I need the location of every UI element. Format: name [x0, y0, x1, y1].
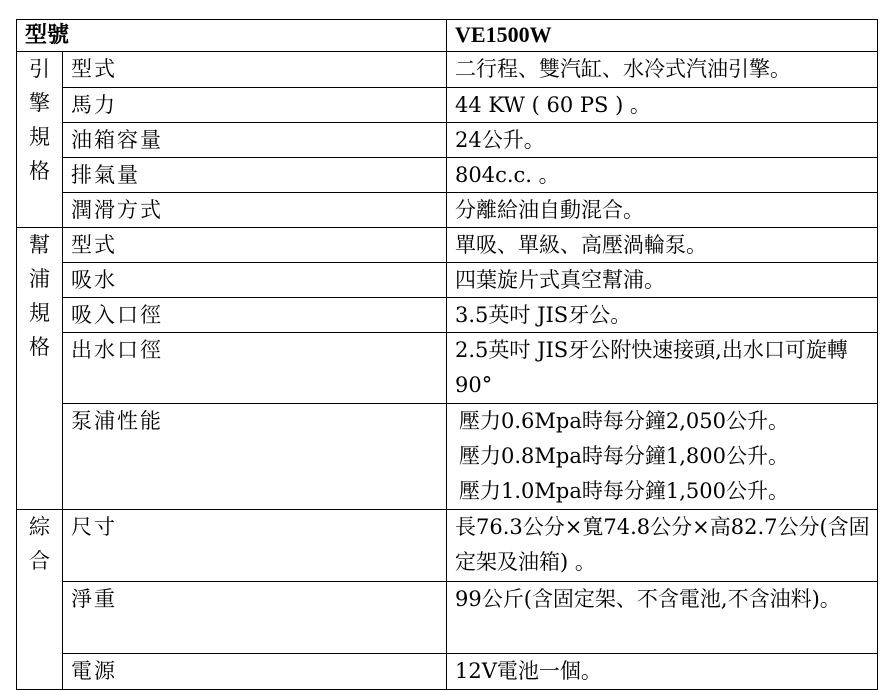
table-row [17, 228, 878, 263]
table-row [17, 298, 878, 333]
model-label: 型號 [17, 20, 447, 52]
performance-line: 壓力1.0Mpa時每分鐘1,500公升。 [459, 479, 789, 503]
row-label: 出水口徑 [63, 333, 447, 404]
row-value: 長76.3公分×寬74.8公分×高82.7公分(含固定架及油箱) 。 [447, 510, 878, 582]
group-engine-label: 引 擎 規 格 [17, 52, 63, 228]
row-label: 型式 [63, 228, 447, 263]
performance-line: 壓力0.6Mpa時每分鐘2,050公升。 [459, 409, 789, 433]
row-label: 馬力 [63, 88, 447, 123]
row-value: 3.5英吋 JIS牙公。 [447, 298, 878, 333]
row-label: 淨重 [63, 582, 447, 654]
row-value: 四葉旋片式真空幫浦。 [447, 263, 878, 298]
table-row [17, 582, 878, 654]
row-label: 泵浦性能 [63, 404, 447, 510]
row-value: 2.5英吋 JIS牙公附快速接頭,出水口可旋轉90° [447, 333, 878, 404]
row-label: 型式 [63, 52, 447, 88]
table-row [17, 88, 878, 123]
table-row [17, 333, 878, 404]
row-label: 吸入口徑 [63, 298, 447, 333]
table-row [17, 510, 878, 582]
group-general-label: 綜 合 [17, 510, 63, 690]
row-label: 油箱容量 [63, 123, 447, 158]
group-pump-label: 幫 浦 規 格 [17, 228, 63, 510]
model-value: VE1500W [447, 20, 878, 52]
row-value: 12V電池一個。 [447, 654, 878, 690]
row-value: 二行程、雙汽缸、水冷式汽油引擎。 [447, 52, 878, 88]
table-row [17, 158, 878, 193]
row-label: 電源 [63, 654, 447, 690]
row-label: 吸水 [63, 263, 447, 298]
spec-table [16, 19, 878, 690]
row-value: 804c.c. 。 [447, 158, 878, 193]
row-value: 99公斤(含固定架、不含電池,不含油料)。 [447, 582, 878, 654]
table-row [17, 123, 878, 158]
row-value: 分離給油自動混合。 [447, 193, 878, 228]
table-row [17, 654, 878, 690]
row-value: 24公升。 [447, 123, 878, 158]
pump-performance [447, 404, 878, 510]
row-value: 單吸、單級、高壓渦輪泵。 [447, 228, 878, 263]
table-row [17, 263, 878, 298]
performance-line: 壓力0.8Mpa時每分鐘1,800公升。 [459, 444, 789, 468]
row-label: 排氣量 [63, 158, 447, 193]
table-row [17, 193, 878, 228]
row-label: 尺寸 [63, 510, 447, 582]
header-row [17, 20, 878, 52]
table-row [17, 52, 878, 88]
table-row [17, 404, 878, 510]
row-label: 潤滑方式 [63, 193, 447, 228]
row-value: 44 KW ( 60 PS ) 。 [447, 88, 878, 123]
